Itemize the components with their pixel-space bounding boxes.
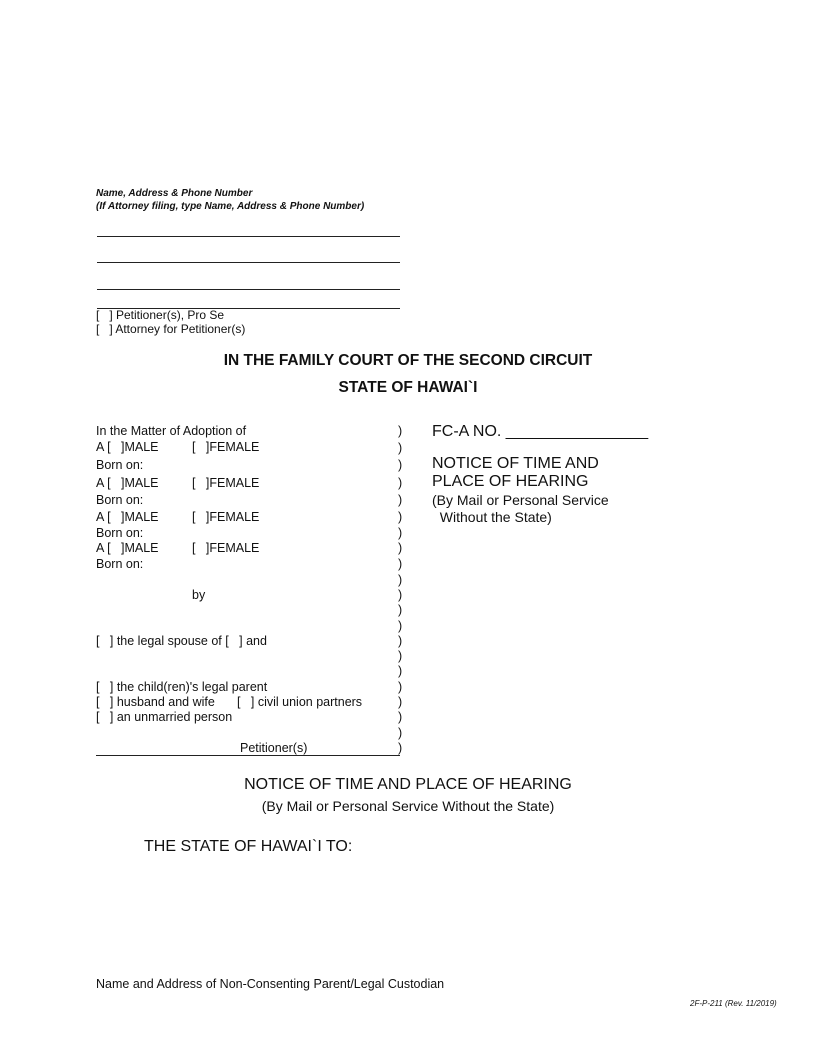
caption-paren: ) [398, 588, 403, 602]
caption-paren: ) [398, 493, 403, 507]
caption-paren: ) [398, 710, 403, 724]
blank-line [97, 262, 400, 263]
notice-title: NOTICE OF TIME AND PLACE OF HEARING [244, 776, 572, 793]
caption-paren: ) [398, 741, 403, 755]
caption-paren: ) [398, 619, 403, 633]
petitioners-label: Petitioner(s) [240, 741, 308, 755]
caption-paren: ) [398, 664, 403, 678]
matter-label: In the Matter of Adoption of [96, 424, 247, 438]
caption-paren: ) [398, 649, 403, 663]
born-on-label: Born on: [96, 526, 144, 540]
female-checkbox: [ ]FEMALE [192, 440, 260, 454]
option-pro-se: [ ] Petitioner(s), Pro Se [96, 308, 225, 322]
court-title: IN THE FAMILY COURT OF THE SECOND CIRCUIT [223, 352, 593, 369]
caption-paren: ) [398, 680, 403, 694]
unmarried-option: [ ] an unmarried person [96, 710, 233, 724]
civil-union-option: [ ] civil union partners [237, 695, 363, 709]
caption-paren: ) [398, 573, 403, 587]
doc-title-1: NOTICE OF TIME AND [432, 455, 599, 472]
caption-paren: ) [398, 695, 403, 709]
female-checkbox: [ ]FEMALE [192, 541, 260, 555]
caption-paren: ) [398, 458, 403, 472]
doc-subtitle-1: (By Mail or Personal Service [432, 492, 609, 508]
recipient-label: Name and Address of Non-Consenting Parent/Legal Custodian [96, 977, 445, 991]
caption-paren: ) [398, 634, 403, 648]
born-on-label: Born on: [96, 458, 144, 472]
legal-parent-option: [ ] the child(ren)'s legal parent [96, 680, 268, 694]
option-attorney: [ ] Attorney for Petitioner(s) [96, 322, 246, 336]
addressee: THE STATE OF HAWAI`I TO: [144, 838, 353, 855]
court-state: STATE OF HAWAI`I [338, 379, 478, 396]
header-line-1: Name, Address & Phone Number [96, 188, 253, 199]
header-line-2: (If Attorney filing, type Name, Address & Phone Number) [96, 201, 365, 212]
caption-paren: ) [398, 726, 403, 740]
by-label: by [192, 588, 206, 602]
male-checkbox: A [ ]MALE [96, 541, 159, 555]
male-checkbox: A [ ]MALE [96, 510, 159, 524]
doc-subtitle-2: Without the State) [432, 509, 552, 525]
caption-paren: ) [398, 541, 403, 555]
blank-line [97, 236, 400, 237]
notice-subtitle: (By Mail or Personal Service Without the State) [261, 798, 555, 814]
doc-title-2: PLACE OF HEARING [432, 473, 589, 490]
blank-line [97, 289, 400, 290]
caption-paren: ) [398, 526, 403, 540]
male-checkbox: A [ ]MALE [96, 440, 159, 454]
caption-paren: ) [398, 510, 403, 524]
born-on-label: Born on: [96, 557, 144, 571]
born-on-label: Born on: [96, 493, 144, 507]
male-checkbox: A [ ]MALE [96, 476, 159, 490]
legal-spouse-option: [ ] the legal spouse of [ ] and [96, 634, 267, 648]
female-checkbox: [ ]FEMALE [192, 510, 260, 524]
caption-paren: ) [398, 476, 403, 490]
caption-paren: ) [398, 603, 403, 617]
caption-paren: ) [398, 557, 403, 571]
husband-wife-option: [ ] husband and wife [96, 695, 215, 709]
case-number: FC-A NO. ________________ [432, 423, 649, 440]
petitioner-line [96, 755, 400, 756]
female-checkbox: [ ]FEMALE [192, 476, 260, 490]
caption-paren: ) [398, 424, 403, 438]
caption-paren: ) [398, 441, 403, 455]
form-id: 2F-P-211 (Rev. 11/2019) [690, 999, 777, 1008]
